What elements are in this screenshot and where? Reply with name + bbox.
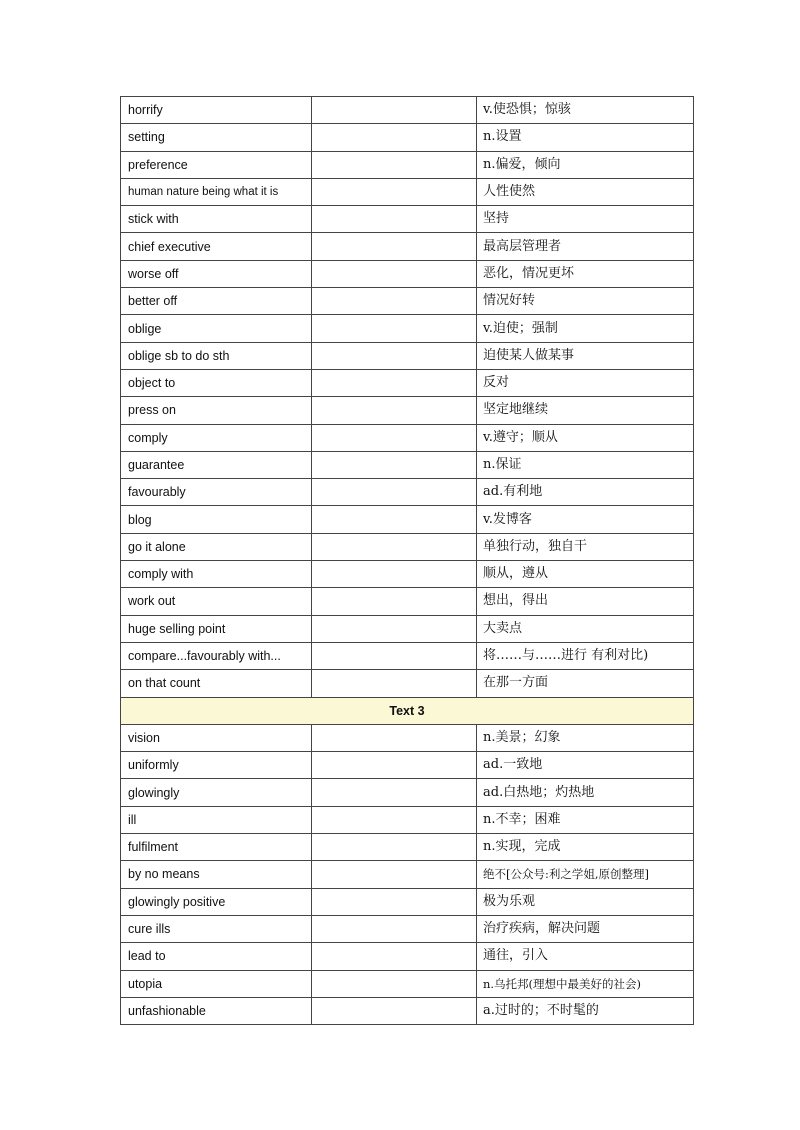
table-row [121,752,694,779]
chinese-meaning: v.使恐惧；惊骇 [477,97,694,124]
english-term: comply [121,424,312,451]
table-row [121,670,694,697]
table-row [121,479,694,506]
table-row [121,342,694,369]
blank-cell [312,997,477,1024]
table-row [121,806,694,833]
chinese-meaning: 单独行动，独自干 [477,533,694,560]
chinese-meaning: n.不幸；困难 [477,806,694,833]
blank-cell [312,479,477,506]
chinese-meaning: 恶化，情况更坏 [477,260,694,287]
table-row [121,561,694,588]
section-heading: Text 3 [121,697,694,724]
english-term: guarantee [121,451,312,478]
blank-cell [312,97,477,124]
chinese-meaning: n.保证 [477,451,694,478]
english-term: human nature being what it is [121,178,312,205]
blank-cell [312,888,477,915]
table-row [121,861,694,888]
blank-cell [312,315,477,342]
blank-cell [312,670,477,697]
blank-cell [312,943,477,970]
chinese-meaning: 将……与……进行 有利对比) [477,642,694,669]
english-term: oblige [121,315,312,342]
english-term: comply with [121,561,312,588]
english-term: chief executive [121,233,312,260]
chinese-meaning: 迫使某人做某事 [477,342,694,369]
english-term: cure ills [121,915,312,942]
table-row [121,315,694,342]
table-row [121,97,694,124]
english-term: glowingly positive [121,888,312,915]
blank-cell [312,779,477,806]
chinese-meaning: n.偏爱，倾向 [477,151,694,178]
table-row [121,369,694,396]
blank-cell [312,342,477,369]
table-row [121,779,694,806]
chinese-meaning: v.发博客 [477,506,694,533]
english-term: worse off [121,260,312,287]
blank-cell [312,834,477,861]
english-term: horrify [121,97,312,124]
table-row [121,151,694,178]
table-row [121,260,694,287]
chinese-meaning: n.实现，完成 [477,834,694,861]
blank-cell [312,178,477,205]
table-row [121,888,694,915]
english-term: setting [121,124,312,151]
table-row [121,943,694,970]
chinese-meaning: n.设置 [477,124,694,151]
english-term: work out [121,588,312,615]
chinese-meaning: n.美景；幻象 [477,724,694,751]
table-row [121,997,694,1024]
chinese-meaning: ad.白热地；灼热地 [477,779,694,806]
english-term: press on [121,397,312,424]
table-row [121,915,694,942]
table-row [121,397,694,424]
english-term: favourably [121,479,312,506]
english-term: lead to [121,943,312,970]
chinese-meaning: v.遵守；顺从 [477,424,694,451]
blank-cell [312,233,477,260]
blank-cell [312,642,477,669]
section-heading-row [121,697,694,724]
chinese-meaning: 人性使然 [477,178,694,205]
english-term: utopia [121,970,312,997]
table-row [121,834,694,861]
english-term: ill [121,806,312,833]
table-row [121,533,694,560]
english-term: vision [121,724,312,751]
blank-cell [312,588,477,615]
english-term: stick with [121,206,312,233]
chinese-meaning: 极为乐观 [477,888,694,915]
blank-cell [312,752,477,779]
chinese-meaning: v.迫使；强制 [477,315,694,342]
chinese-meaning: ad.一致地 [477,752,694,779]
chinese-meaning: 绝不[公众号:利之学姐,原创整理] [477,861,694,888]
table-row [121,206,694,233]
blank-cell [312,506,477,533]
chinese-meaning: a.过时的；不时髦的 [477,997,694,1024]
table-row [121,970,694,997]
english-term: go it alone [121,533,312,560]
chinese-meaning: ad.有利地 [477,479,694,506]
chinese-meaning: 情况好转 [477,288,694,315]
english-term: oblige sb to do sth [121,342,312,369]
table-row [121,124,694,151]
blank-cell [312,561,477,588]
blank-cell [312,288,477,315]
blank-cell [312,124,477,151]
english-term: glowingly [121,779,312,806]
table-row [121,424,694,451]
blank-cell [312,369,477,396]
table-row [121,506,694,533]
blank-cell [312,151,477,178]
blank-cell [312,970,477,997]
chinese-meaning: 最高层管理者 [477,233,694,260]
english-term: huge selling point [121,615,312,642]
table-row [121,642,694,669]
blank-cell [312,451,477,478]
chinese-meaning: 顺从，遵从 [477,561,694,588]
chinese-meaning: 想出，得出 [477,588,694,615]
vocabulary-page [120,96,693,1025]
chinese-meaning: 坚持 [477,206,694,233]
chinese-meaning: 反对 [477,369,694,396]
table-row [121,288,694,315]
blank-cell [312,915,477,942]
table-row [121,178,694,205]
english-term: compare...favourably with... [121,642,312,669]
chinese-meaning: 通往，引入 [477,943,694,970]
blank-cell [312,533,477,560]
table-row [121,451,694,478]
blank-cell [312,806,477,833]
english-term: uniformly [121,752,312,779]
blank-cell [312,861,477,888]
english-term: preference [121,151,312,178]
blank-cell [312,724,477,751]
table-row [121,233,694,260]
english-term: on that count [121,670,312,697]
blank-cell [312,260,477,287]
english-term: by no means [121,861,312,888]
vocabulary-table-body [121,97,694,1025]
table-row [121,615,694,642]
chinese-meaning: 在那一方面 [477,670,694,697]
english-term: fulfilment [121,834,312,861]
english-term: better off [121,288,312,315]
blank-cell [312,424,477,451]
vocabulary-table [120,96,694,1025]
blank-cell [312,615,477,642]
chinese-meaning: n.乌托邦(理想中最美好的社会) [477,970,694,997]
english-term: blog [121,506,312,533]
table-row [121,588,694,615]
table-row [121,724,694,751]
english-term: object to [121,369,312,396]
blank-cell [312,397,477,424]
blank-cell [312,206,477,233]
chinese-meaning: 治疗疾病，解决问题 [477,915,694,942]
chinese-meaning: 大卖点 [477,615,694,642]
english-term: unfashionable [121,997,312,1024]
chinese-meaning: 坚定地继续 [477,397,694,424]
